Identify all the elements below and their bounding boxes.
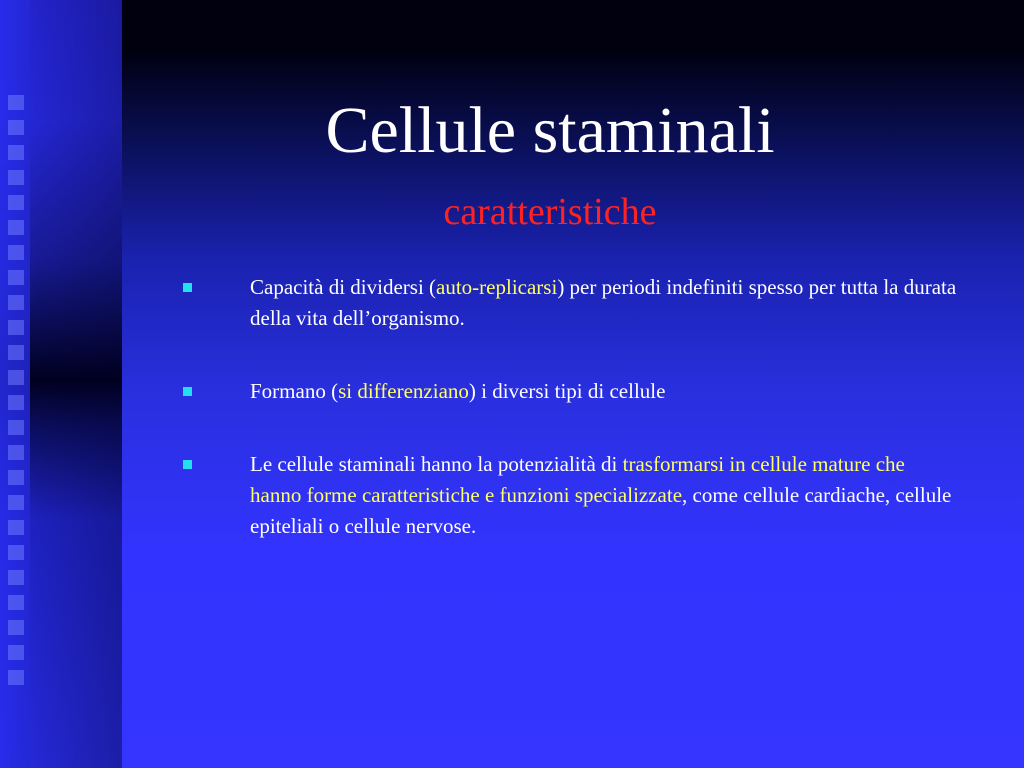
- slide-subtitle: caratteristiche: [443, 191, 657, 233]
- strip-square: [8, 195, 24, 210]
- strip-square: [8, 220, 24, 235]
- strip-square: [8, 495, 24, 510]
- bullet-text: Le cellule staminali hanno la potenzialità di: [250, 452, 623, 476]
- strip-square: [8, 595, 24, 610]
- strip-square: [8, 645, 24, 660]
- strip-square: [8, 570, 24, 585]
- strip-square: [8, 470, 24, 485]
- strip-square: [8, 345, 24, 360]
- top-dark-band: [122, 0, 1024, 52]
- strip-square: [8, 320, 24, 335]
- slide-title: Cellule staminali: [325, 94, 775, 167]
- highlighted-text: trasformarsi in cellule mature che hanno forme caratteristiche e funzioni specializzate: [250, 452, 905, 507]
- bullet-text: Capacità di dividersi (: [250, 275, 437, 299]
- bullet-text: ) per periodi indefiniti spesso per tutta la durata della vita dell’organismo.: [250, 275, 957, 330]
- left-decorative-strip: [0, 0, 122, 768]
- bullet-text: ) i diversi tipi di cellule: [468, 379, 666, 403]
- bullet-item: [180, 449, 960, 542]
- square-bullet-icon: [183, 283, 192, 292]
- strip-square: [8, 395, 24, 410]
- bullet-text: , come cellule cardiache, cellule epiteliali o cellule nervose.: [250, 483, 952, 538]
- strip-square: [8, 95, 24, 110]
- strip-square: [8, 520, 24, 535]
- bullet-item: [180, 376, 960, 407]
- square-bullet-icon: [183, 387, 192, 396]
- bullet-item: [180, 272, 960, 334]
- strip-square: [8, 295, 24, 310]
- strip-square: [8, 370, 24, 385]
- bullet-text: Formano (: [250, 379, 339, 403]
- strip-square: [8, 145, 24, 160]
- strip-square: [8, 120, 24, 135]
- highlighted-text: auto-replicarsi: [436, 275, 558, 299]
- strip-square: [8, 620, 24, 635]
- bullet-list: [180, 272, 960, 584]
- strip-square: [8, 445, 24, 460]
- strip-square: [8, 270, 24, 285]
- strip-square: [8, 170, 24, 185]
- left-strip-squares: [8, 95, 26, 695]
- strip-square: [8, 670, 24, 685]
- strip-square: [8, 420, 24, 435]
- strip-square: [8, 545, 24, 560]
- strip-square: [8, 245, 24, 260]
- square-bullet-icon: [183, 460, 192, 469]
- highlighted-text: si differenziano: [338, 379, 469, 403]
